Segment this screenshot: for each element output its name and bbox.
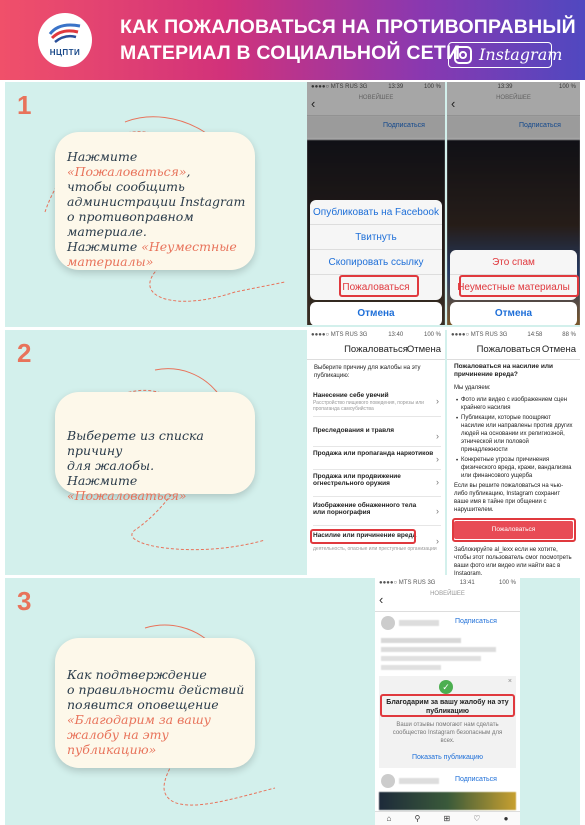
- menu-item-report[interactable]: Пожаловаться: [342, 282, 410, 293]
- add-icon[interactable]: ⊞: [443, 814, 451, 823]
- status-time: 13:41: [459, 580, 475, 586]
- instruction-text: Как подтверждение о правильности действий появится оповещение «Благодарим за вашу жалобу на эту публикацию»: [67, 667, 245, 757]
- status-battery: 88 %: [562, 332, 576, 338]
- status-time: 13:39: [497, 84, 513, 90]
- menu-item-tweet[interactable]: Твитнуть: [310, 225, 442, 250]
- phone-screenshot-confirmation: [375, 578, 520, 825]
- phone-screenshot-violence-report: ●●●●○ MTS RUS 3G 14:58 88 % Пожаловаться Отмена Пожаловаться на насилие или причинение вреда? Мы удаляем: Фото или видео с изображением сцен крайнего насилия Публикации, которые поощряют насилие или направлены против других людей на основании их религиозной, этнической или половой принадлежности Конкретные угрозы причинения физического вреда, кражи, вандализма или финансового ущерба • • • Если вы решите пожаловаться на чью-либо публикацию, Instagram сохранит ваше имя в тайне при общении с нарушителем. Пожаловаться Заблокируйте al_lexx если не хотите, чтобы этот пользователь смог посмотреть ваши фото или видео или найти вас в Instagram.: [447, 330, 580, 575]
- menu-item-facebook[interactable]: Опубликовать на Facebook: [310, 200, 442, 225]
- status-battery: 100 %: [558, 84, 576, 90]
- status-battery: 100 %: [423, 84, 441, 90]
- info-text: Ваши отзывы помогают нам сделать сообщество Instagram безопасным для всех.: [392, 722, 503, 744]
- instruction-text: Нажмите «Пожаловаться», чтобы сообщить администрации Instagram о противоправном материале. Нажмите «Неуместные материалы»: [67, 149, 246, 269]
- instagram-icon: [454, 46, 472, 64]
- status-battery: 100 %: [498, 580, 516, 586]
- status-time: 14:58: [527, 332, 543, 338]
- logo-wave-icon: [47, 20, 83, 46]
- intro-text: Выберите причину для жалобы на эту публикацию:: [314, 365, 421, 379]
- screen-header: НОВЕЙШЕЕ: [496, 95, 531, 101]
- step-number: 3: [17, 586, 32, 616]
- cancel-button[interactable]: Отмена: [310, 302, 442, 325]
- chevron-right-icon: ›: [436, 477, 439, 487]
- reason-firearms[interactable]: Продажа или продвижение огнестрельного оружия ›: [313, 473, 441, 497]
- status-carrier: ●●●●○ MTS RUS 3G: [311, 84, 368, 90]
- home-icon[interactable]: ⌂: [386, 814, 392, 823]
- instruction-card: [55, 132, 255, 270]
- cancel-link[interactable]: Отмена: [406, 344, 441, 355]
- subscribe-button-2[interactable]: Подписаться: [455, 776, 497, 783]
- bullet-3: Конкретные угрозы причинения физического вреда, кражи, вандализма или финансового ущерба: [461, 457, 572, 479]
- logo-text: НЦПТИ: [49, 48, 81, 57]
- reason-violence[interactable]: Насилие или причинение вреда деятельность, опасные или преступные организации ›: [313, 532, 439, 552]
- highlight-box: [459, 275, 579, 297]
- status-carrier: ●●●●○ MTS RUS 3G: [379, 580, 436, 586]
- remove-label: Мы удаляем:: [454, 385, 491, 391]
- phone-screenshot-share-menu: [307, 82, 445, 325]
- post-image: [379, 792, 516, 810]
- screen-title: Пожаловаться: [344, 344, 408, 355]
- reason-self-harm[interactable]: Нанесение себе увечий Расстройство пищевого поведения, порезы или пропаганда самоубийства ›: [313, 392, 441, 417]
- phone-screenshot-report-list: [307, 330, 445, 575]
- status-carrier: ●●●●○ MTS RUS 3G: [311, 332, 368, 338]
- tab-bar: [375, 811, 520, 825]
- screen-header: НОВЕЙШЕЕ: [430, 591, 465, 597]
- logo: [38, 13, 92, 67]
- profile-icon[interactable]: ●: [503, 814, 509, 823]
- step-number: 1: [17, 90, 32, 120]
- avatar: [381, 616, 395, 630]
- reason-drugs[interactable]: Продажа или пропаганда наркотиков ›: [313, 450, 441, 470]
- reason-harassment[interactable]: Преследования и травля ›: [313, 427, 441, 447]
- status-battery: 100 %: [423, 332, 441, 338]
- instruction-card: [55, 638, 255, 768]
- step-1-section: [5, 82, 580, 327]
- menu-item-spam[interactable]: Это спам: [450, 250, 577, 275]
- phone-screenshot-report-reason: [447, 82, 580, 325]
- cancel-button[interactable]: Отмена: [450, 302, 577, 325]
- chevron-right-icon: ›: [436, 396, 439, 406]
- back-icon[interactable]: ‹: [379, 592, 384, 607]
- subscribe-button[interactable]: Подписаться: [455, 618, 497, 625]
- cancel-link[interactable]: Отмена: [541, 344, 576, 355]
- chevron-right-icon: ›: [436, 454, 439, 464]
- check-icon: ✓: [439, 680, 453, 694]
- search-icon[interactable]: ⚲: [414, 814, 421, 823]
- highlight-box: [339, 275, 419, 297]
- heart-icon[interactable]: ♡: [473, 814, 481, 823]
- screen-title: Пожаловаться: [476, 344, 541, 355]
- show-post-link[interactable]: Показать публикацию: [411, 754, 484, 761]
- thanks-message: Благодарим за вашу жалобу на эту публикацию: [386, 699, 509, 715]
- instagram-brand: Instagram: [479, 45, 563, 64]
- subscribe-button[interactable]: Подписаться: [383, 122, 425, 129]
- page-title-line1: КАК ПОЖАЛОВАТЬСЯ НА ПРОТИВОПРАВНЫЙ: [120, 16, 576, 38]
- bullet-2: Публикации, которые поощряют насилие или направлены против других людей на основании их религиозной, этнической или половой принадлежности: [461, 415, 573, 453]
- status-time: 13:39: [388, 84, 404, 90]
- subscribe-button[interactable]: Подписаться: [519, 122, 561, 129]
- status-time: 13:40: [388, 332, 404, 338]
- header-banner: [0, 0, 585, 80]
- report-button[interactable]: Пожаловаться: [454, 521, 573, 539]
- instruction-card: [55, 392, 255, 503]
- step-3-section: [5, 578, 580, 825]
- status-carrier: ●●●●○ MTS RUS 3G: [451, 332, 508, 338]
- instruction-text: Выберете из списка причину для жалобы. Нажмите «Пожаловаться»: [67, 428, 204, 503]
- menu-item-inappropriate[interactable]: Неуместные материалы: [457, 282, 570, 293]
- highlight-box: [310, 529, 416, 544]
- highlight-box: [452, 518, 576, 542]
- screen-header: НОВЕЙШЕЕ: [358, 95, 394, 101]
- chevron-right-icon: ›: [436, 536, 439, 546]
- bullet-1: Фото или видео с изображением сцен крайнего насилия: [461, 397, 568, 411]
- step-number: 2: [17, 338, 32, 368]
- menu-item-copy-link[interactable]: Скопировать ссылку: [310, 250, 442, 275]
- chevron-right-icon: ›: [436, 431, 439, 441]
- block-note: Заблокируйте al_lexx если не хотите, чтобы этот пользователь смог посмотреть ваши фото или видео или найти вас в Instagram.: [454, 547, 572, 575]
- back-icon[interactable]: ‹: [451, 96, 456, 111]
- instagram-badge: [448, 42, 563, 68]
- report-heading: Пожаловаться на насилие или причинение вреда?: [454, 363, 553, 378]
- step-2-section: [5, 330, 580, 575]
- confirmation-panel: [379, 676, 516, 768]
- reason-nudity[interactable]: Изображение обнаженного тела или порнография ›: [313, 502, 441, 526]
- back-icon[interactable]: ‹: [311, 96, 316, 111]
- close-icon[interactable]: ×: [507, 678, 512, 685]
- chevron-right-icon: ›: [436, 506, 439, 516]
- avatar: [381, 774, 395, 788]
- highlight-box: [380, 694, 515, 717]
- page-title-line2: МАТЕРИАЛ В СОЦИАЛЬНОЙ СЕТИ: [120, 42, 461, 64]
- privacy-note: Если вы решите пожаловаться на чью-либо публикацию, Instagram сохранит ваше имя в тайне при общении с нарушителем.: [454, 483, 564, 513]
